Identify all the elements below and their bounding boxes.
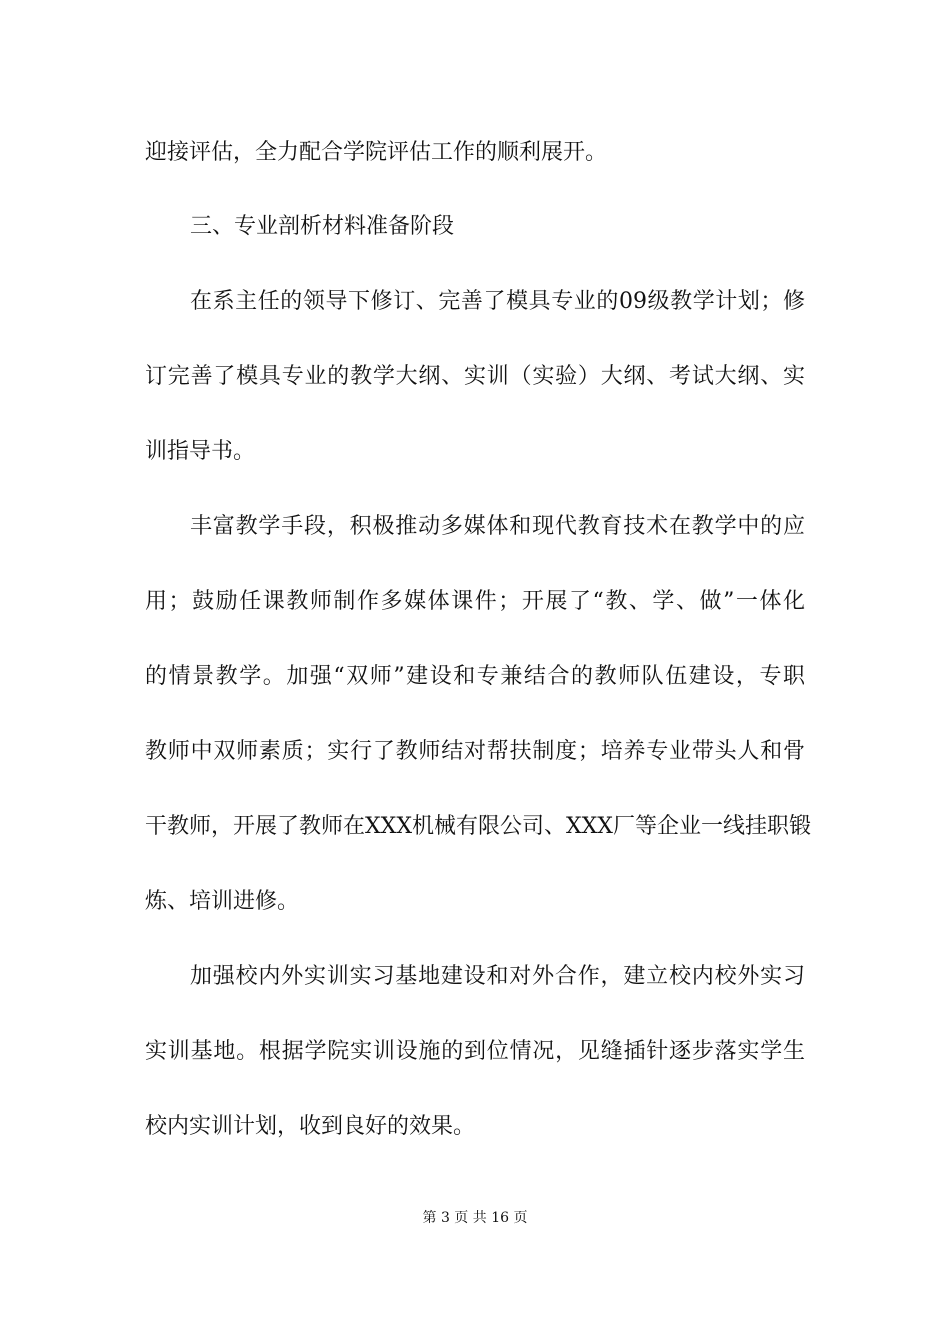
text-line: 丰富教学手段，积极推动多媒体和现代教育技术在教学中的应 [190, 514, 805, 539]
page-number: 第 3 页 共 16 页 [422, 1210, 528, 1226]
text-line: 加强校内外实训实习基地建设和对外合作，建立校内校外实习 [190, 964, 805, 989]
text-line: 的情景教学。加强“双师”建设和专兼结合的教师队伍建设，专职 [145, 664, 805, 689]
section-heading: 三、专业剖析材料准备阶段 [190, 214, 455, 239]
text-line: 炼、培训进修。 [145, 889, 300, 914]
text-line: 实训基地。根据学院实训设施的到位情况，见缝插针逐步落实学生 [145, 1039, 805, 1064]
text-line: 教师中双师素质；实行了教师结对帮扶制度；培养专业带头人和骨 [145, 739, 805, 764]
text-line: 迎接评估，全力配合学院评估工作的顺利展开。 [145, 140, 608, 165]
text-line: 训指导书。 [145, 439, 256, 464]
text-line: 用；鼓励任课教师制作多媒体课件；开展了“教、学、做”一体化 [145, 589, 805, 614]
text-line: 干教师，开展了教师在XXX机械有限公司、XXX厂等企业一线挂职锻 [145, 814, 811, 839]
text-line: 在系主任的领导下修订、完善了模具专业的09级教学计划；修 [190, 289, 805, 314]
text-line: 校内实训计划，收到良好的效果。 [145, 1114, 476, 1139]
text-line: 订完善了模具专业的教学大纲、实训（实验）大纲、考试大纲、实 [145, 364, 805, 389]
